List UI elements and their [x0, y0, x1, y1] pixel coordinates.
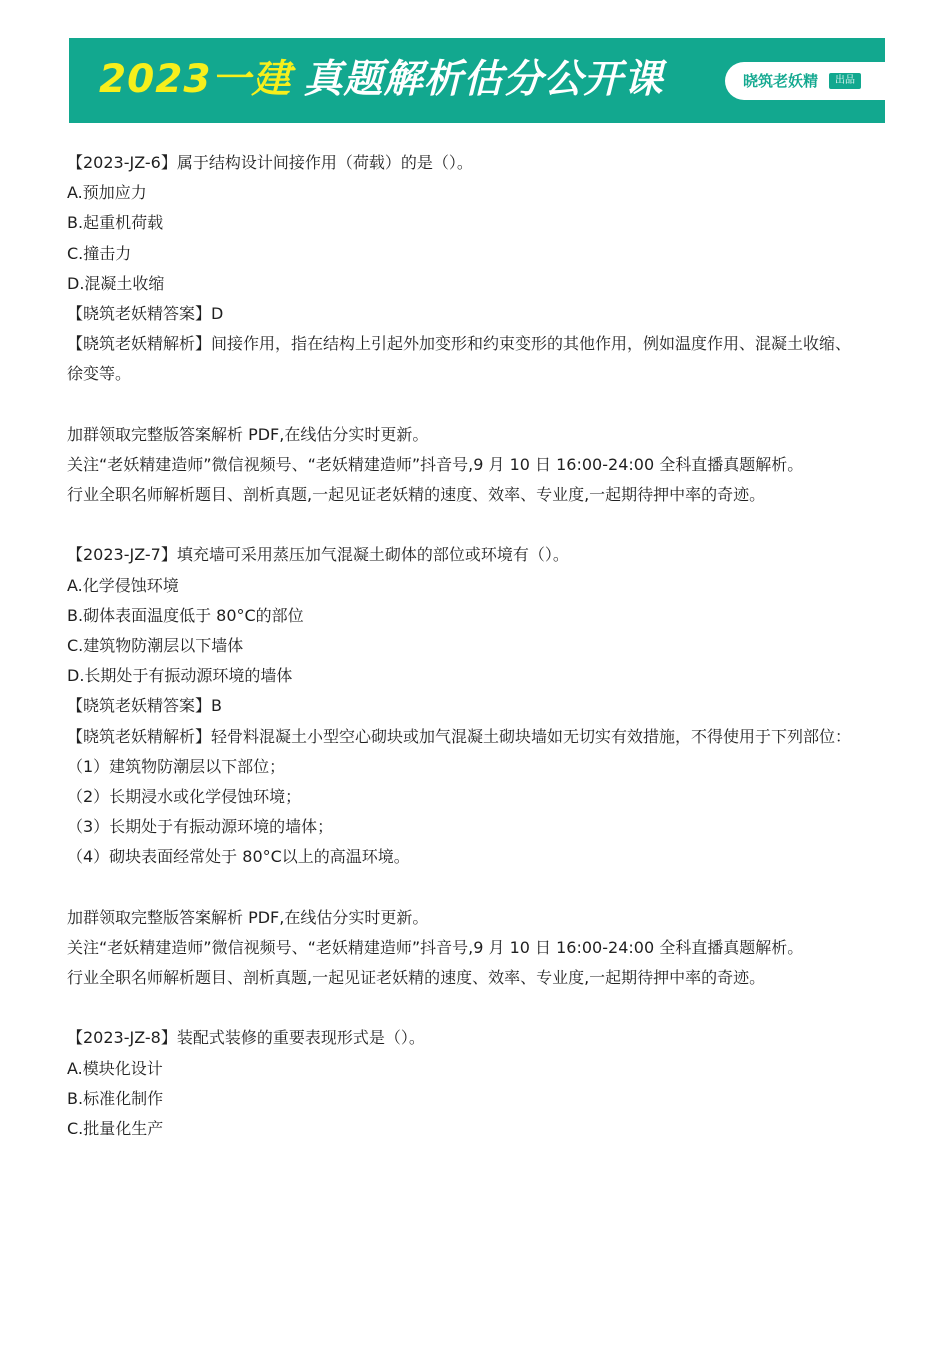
question-6 [67, 148, 887, 390]
banner-year: 2023一建 [99, 57, 292, 102]
promo-line: 行业全职名师解析题目、剖析真题,一起见证老妖精的速度、效率、专业度,一起期待押中率的奇迹。 [67, 968, 766, 988]
option-a: A.化学侵蚀环境 [67, 575, 179, 595]
header-banner [69, 38, 885, 123]
analysis-text-continued: 徐变等。 [67, 364, 132, 384]
banner-course-title: 真题解析估分公开课 [303, 57, 664, 102]
banner-title [99, 54, 664, 106]
promo-line: 加群领取完整版答案解析 PDF,在线估分实时更新。 [67, 424, 429, 444]
option-d: D.混凝土收缩 [67, 273, 165, 293]
answer-text: 【晓筑老妖精答案】B [67, 696, 222, 716]
question-8 [67, 1023, 887, 1144]
question-text: 【2023-JZ-6】属于结构设计间接作用（荷载）的是（）。 [67, 153, 473, 172]
analysis-text: 【晓筑老妖精解析】间接作用，指在结构上引起外加变形和约束变形的其他作用，例如温度作用、混凝土收缩、 [67, 334, 852, 354]
question-7 [67, 540, 887, 872]
analysis-point: （4）砌块表面经常处于 80°C以上的高温环境。 [67, 847, 410, 867]
promo-block-2 [67, 903, 887, 994]
brand-name: 晓筑老妖精 [743, 72, 819, 90]
question-text: 【2023-JZ-8】装配式装修的重要表现形式是（）。 [67, 1028, 425, 1048]
promo-line: 加群领取完整版答案解析 PDF,在线估分实时更新。 [67, 907, 429, 927]
document-body [67, 148, 887, 1144]
promo-line: 关注“老妖精建造师”微信视频号、“老妖精建造师”抖音号,9 月 10 日 16:00-24:00 全科直播真题解析。 [67, 454, 804, 474]
brand-tag: 出品 [829, 73, 861, 89]
answer-text: 【晓筑老妖精答案】D [67, 303, 224, 323]
option-b: B.起重机荷载 [67, 213, 164, 233]
analysis-point: （2）长期浸水或化学侵蚀环境； [67, 786, 302, 806]
option-c: C.撞击力 [67, 243, 132, 263]
option-d: D.长期处于有振动源环境的墙体 [67, 666, 293, 686]
promo-block-1 [67, 420, 887, 511]
option-c: C.批量化生产 [67, 1119, 164, 1138]
analysis-point: （1）建筑物防潮层以下部位； [67, 756, 286, 776]
option-a: A.模块化设计 [67, 1058, 163, 1078]
option-b: B.砌体表面温度低于 80°C的部位 [67, 605, 304, 625]
promo-line: 关注“老妖精建造师”微信视频号、“老妖精建造师”抖音号,9 月 10 日 16:00-24:00 全科直播真题解析。 [67, 937, 804, 957]
option-c: C.建筑物防潮层以下墙体 [67, 636, 244, 655]
promo-line: 行业全职名师解析题目、剖析真题,一起见证老妖精的速度、效率、专业度,一起期待押中率的奇迹。 [67, 485, 766, 505]
analysis-point: （3）长期处于有振动源环境的墙体； [67, 817, 334, 837]
option-b: B.标准化制作 [67, 1088, 164, 1108]
question-text: 【2023-JZ-7】填充墙可采用蒸压加气混凝土砌体的部位或环境有（）。 [67, 545, 569, 565]
analysis-text: 【晓筑老妖精解析】轻骨料混凝土小型空心砌块或加气混凝土砌块墙如无切实有效措施，不得使用于下列部位： [67, 726, 852, 746]
option-a: A.预加应力 [67, 183, 147, 203]
brand-badge [725, 62, 885, 100]
